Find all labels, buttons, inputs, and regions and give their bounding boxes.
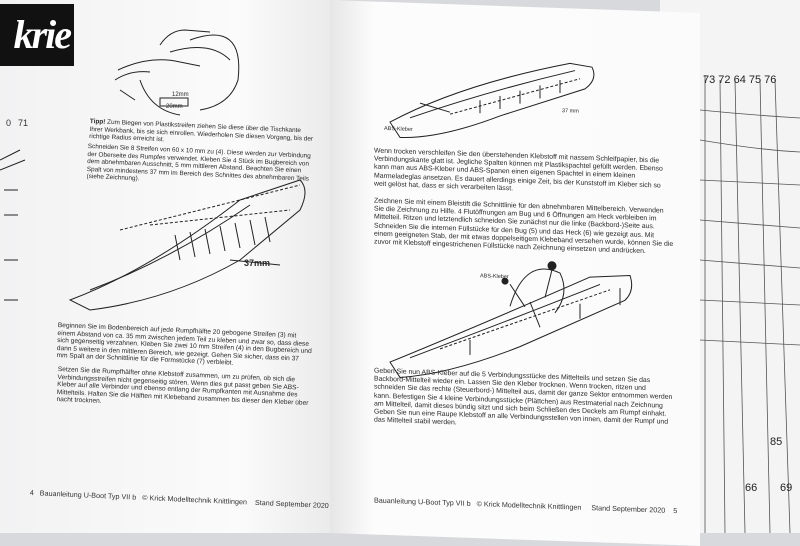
left-page	[0, 0, 340, 533]
right-drawings	[330, 0, 700, 516]
dim-label-12mm: 12mm	[172, 92, 189, 98]
right-footer-title: Bauanleitung U-Boot Typ VII b	[374, 495, 471, 508]
plan-top-numbers: 73 72 64 75 76	[703, 74, 777, 86]
label-37mm: 37 mm	[562, 108, 579, 115]
right-paragraph-1: Wenn trocken verschleifen Sie den überstehenden Klebstoff mit nassem Schleifpapier, bis die Verbindungskante glatt ist. Jegliche Spalten können mit Plastikspachtel gefüllt werden. Ebenso kann man aus ABS-Kleber und ABS-Spanen einen eigenen Spachtel in einem kleinen Marmeladeglas ansetzen. Es dauert allerdings einige Zeit, bis der Kunststoff im Kleber sich so weit gelöst hat, dass er sich verarbeiten lässt.	[374, 147, 663, 193]
left-footer-copyright: © Krick Modelltechnik Knittlingen	[142, 492, 248, 507]
logo: krie	[0, 4, 74, 66]
left-paragraph-2: Beginnen Sie im Bodenbereich auf jede Rumpfhälfte 20 gebogene Streifen (3) mit einem Abstand von ca. 35 mm zwischen jedem Teil zu kleben und zwar so, dass diese sich gegenseitig verzahnen. Kleben Sie zwei 10 mm Streifen (4) in den Bugbereich und dann 5 weitere in den mittleren Bereich, wie gezeigt. Gehen Sie sicher, dass ein 37 mm Spalt an der Schnittlinie für die Formstücke (7) verbleibt.	[56, 322, 312, 368]
right-paragraph-2: Zeichnen Sie mit einem Bleistift die Schnittlinie für den abnehmbaren Mittelbereich. Verwenden Sie die Zeichnung zu Hilfe. 4 Flutöffnungen am Bug und 6 Öffnungen am Heck verbleiben im Mittelteil. Ritzen und letztendlich schneiden Sie zunächst nur die linke (Backbord-)Seite aus. Schneiden Sie die internen Füllstücke für den Bug (5) und das Heck (6) wie gezeigt aus. Mit einem geeigneten Stab, der mit etwas doppelseitigem Klebeband versehen wurde, können Sie die zuvor mit Klebstoff eingestrichenen Füllstücke nach Zeichnung einsetzen und andrücken.	[374, 197, 674, 256]
right-footer-copyright: © Krick Modelltechnik Knittlingen	[476, 499, 582, 512]
right-page	[330, 0, 700, 546]
label-abs-kleber: ABS-Kleber	[384, 125, 413, 133]
left-paragraph-3: Setzen Sie die Rumpfhälfter ohne Klebstoff zusammen, um zu prüfen, ob sich die Verbindungsstreifen nicht gegenseitig stören. Wenn dies gut passt geben Sie ABS-Kleber auf alle Verbinder und ebenso entlang der Rumpfkanten mit Ausnahme des Mittelteils. Halten Sie die Hälften mit Klebeband zusammen bis dieser den Kleber über nacht trocknen.	[56, 366, 309, 407]
left-footer-title: Bauanleitung U-Boot Typ VII b	[39, 488, 137, 502]
left-footer-page: 4	[29, 488, 34, 498]
dim-label-20mm: 20mm	[166, 104, 183, 110]
left-paragraph-1: Schneiden Sie 8 Streifen von 60 x 10 mm zu (4). Diese werden zur Verbindung der Oberseite des Rumpfes verwendet. Kleben Sie 4 Stück im Bugbereich von dem abnehmbaren Ausschnitt, 5 mm mittleren Abstand. Beachten Sie einen Spalt von mindestens 37 mm im Bereich des Schnittes des abnehmbaren Teils (siehe Zeichnung).	[86, 143, 311, 183]
right-paragraph-3: Geben Sie nun ABS-Kleber auf die 5 Verbindungsstücke des Mittelteils und setzen Sie das Backbord-Mittelteil wieder ein. Lassen Sie den Kleber trocknen. Wenn trocken, ritzen und schneiden Sie das rechte (Steuerbord-) Mittelteil aus, damit der ganze Sektor entnommen werden kann. Befestigen Sie 4 kleine Verbindungsstücke (Plättchen) aus Restmaterial nach Zeichnung am Mittelteil, damit dieses bündig sitzt und sich beim Schließen des Deckels am Rumpf einhakt. Geben Sie nun eine Raupe Klebstoff an alle Verbindungsstellen von innen, damit der Rumpf und das Mittelteil stabil werden.	[374, 367, 673, 427]
plan-number-66: 66	[745, 482, 758, 494]
plan-number-85: 85	[770, 436, 783, 448]
dim-label-37mm: 37mm	[244, 258, 271, 268]
tip-text: Zum Biegen von Plastikstreifen ziehen Sie diese über die Tischkante Ihrer Werkbank, bis sie sich einrollen. Wiederholen Sie diesen Vorgang, bis der richtige Radius erreicht ist.	[89, 118, 314, 144]
margin-number-0: 0	[6, 118, 12, 128]
tip-label: Tipp!	[89, 118, 106, 126]
plan-number-69: 69	[780, 482, 793, 494]
right-footer-stand: Stand September 2020	[591, 503, 666, 515]
label-abs-kleber-2: ABS-Kleber	[480, 273, 509, 281]
margin-number-71: 71	[18, 118, 29, 128]
left-drawings	[0, 0, 340, 533]
left-footer-stand: Stand September 2020	[254, 497, 329, 511]
right-footer-page: 5	[673, 505, 678, 516]
